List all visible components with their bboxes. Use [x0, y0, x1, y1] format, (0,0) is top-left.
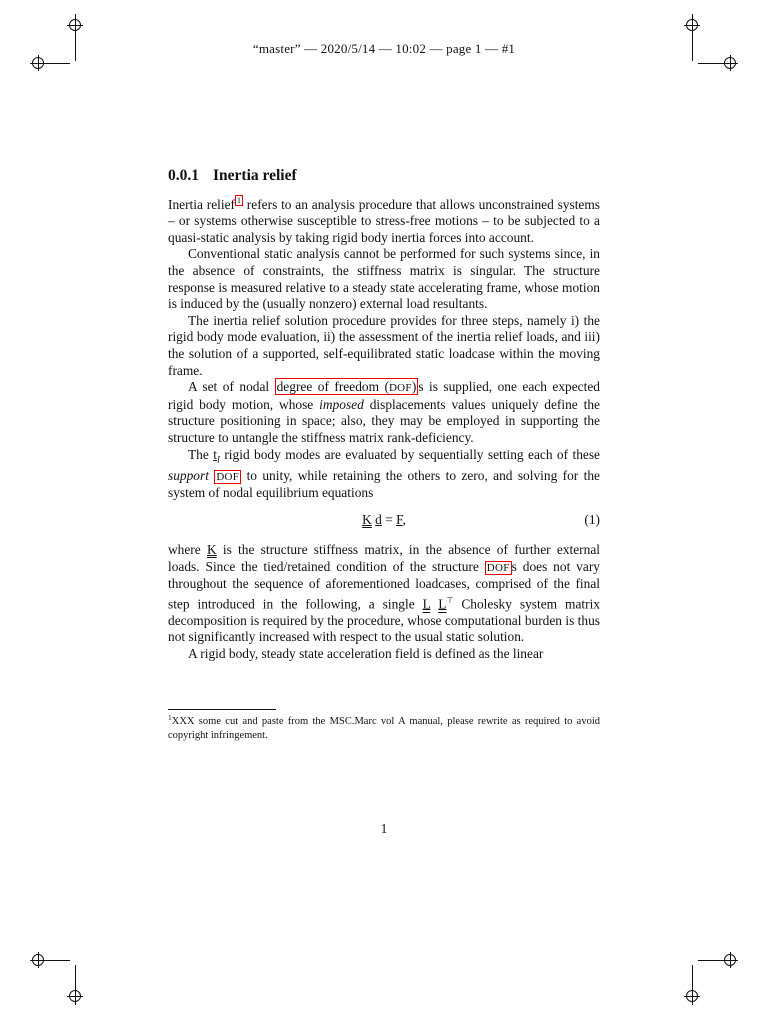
vector-F: F — [396, 511, 403, 527]
symbol-t: t — [213, 446, 217, 462]
equation-number: (1) — [584, 511, 600, 527]
matrix-L: L — [422, 596, 431, 612]
equals-sign: = — [385, 511, 393, 527]
p6-text-c: s does not vary throughout the sequence of aforementioned loadcases, comprised of the final step introduced in the following, a single — [168, 558, 600, 612]
p4-text-c: displacements values uniquely define the structure positioning in space; also, they may be employed in supporting the structure to untangle the stiffness matrix rank-deficiency. — [168, 396, 601, 445]
section-title: Inertia relief — [213, 167, 297, 184]
footnote-rule — [168, 709, 276, 710]
p5-emphasis: support — [168, 467, 209, 483]
glossary-link-abbr: DOF — [388, 382, 412, 395]
paragraph-5 — [168, 447, 600, 502]
p4-text-b: s is supplied, one each expected rigid body motion, whose — [168, 379, 600, 412]
footnote-link[interactable]: 1 — [237, 195, 241, 205]
footnote-mark: 1 — [168, 713, 172, 722]
glossary-link-dof-definition[interactable] — [275, 378, 419, 395]
symbol-t-subscript: I — [216, 454, 220, 465]
vector-d: d — [375, 511, 382, 527]
glossary-link-dof[interactable]: DOF — [216, 470, 240, 483]
footnote — [168, 711, 600, 743]
running-header: “master” — 2020/5/14 — 10:02 — page 1 — #1 — [252, 41, 516, 56]
p6-text-a: where — [168, 541, 207, 557]
p6-text-d: Cholesky system matrix decomposition is required by the procedure, whose computational burden is thus not significantly increased with respect to the usual static solution. — [168, 596, 600, 645]
p4-text-a: A set of nodal — [188, 379, 275, 395]
section-heading — [168, 168, 600, 185]
matrix-K: K — [362, 511, 372, 527]
p4-emphasis: imposed — [319, 396, 364, 412]
paragraph-2: Conventional static analysis cannot be performed for such systems since, in the absence of constraints, the stiffness matrix is singular. The structure response is measured relative to a steady state accelerating frame, whose motion is induced by the (usually nonzero) external load resultants. — [168, 246, 600, 312]
glossary-link-dofs[interactable]: DOF — [486, 561, 510, 574]
paragraph-4 — [168, 379, 600, 446]
matrix-L-transpose: L — [438, 596, 447, 612]
glossary-link-label: degree of freedom ( — [276, 379, 389, 395]
transpose-symbol: ⊤ — [446, 595, 454, 605]
footnote-text: XXX some cut and paste from the MSC.Marc vol A manual, please rewrite as required to avoid copyright infringement. — [168, 716, 600, 741]
section-number: 0.0.1 — [168, 167, 199, 184]
p6-text-b: is the structure stiffness matrix, in the absence of further external loads. Since the tied/retained condition of the structure — [168, 541, 601, 574]
body-text — [168, 168, 600, 663]
equation-1 — [168, 512, 600, 532]
matrix-K-inline: K — [206, 541, 217, 557]
page-number: 1 — [380, 821, 388, 836]
p5-text-d: to unity, while retaining the others to zero, and solving for the system of nodal equilibrium equations — [168, 467, 600, 501]
glossary-link-close: ) — [411, 379, 417, 395]
p5-text-b: rigid body modes are evaluated by sequentially setting each of these — [219, 446, 600, 462]
paragraph-3: The inertia relief solution procedure provides for three steps, namely i) the rigid body mode evaluation, ii) the assessment of the inertia relief loads, and iii) the solution of a supported, self-equilibrated static loadcase within the moving frame. — [168, 312, 600, 378]
paragraph-6 — [168, 542, 600, 646]
p5-text-a: The — [188, 446, 214, 462]
p1-text-b: refers to an analysis procedure that allows unconstrained systems – or systems otherwise susceptible to stress-free motions – to be subjected to a quasi-static analysis by taking rigid body inertia forces into account. — [168, 196, 600, 245]
paragraph-7: A rigid body, steady state acceleration field is defined as the linear — [188, 645, 544, 661]
p1-text-a: Inertia relief — [168, 196, 235, 212]
paragraph-1 — [168, 193, 600, 247]
equation-comma: , — [402, 511, 406, 527]
